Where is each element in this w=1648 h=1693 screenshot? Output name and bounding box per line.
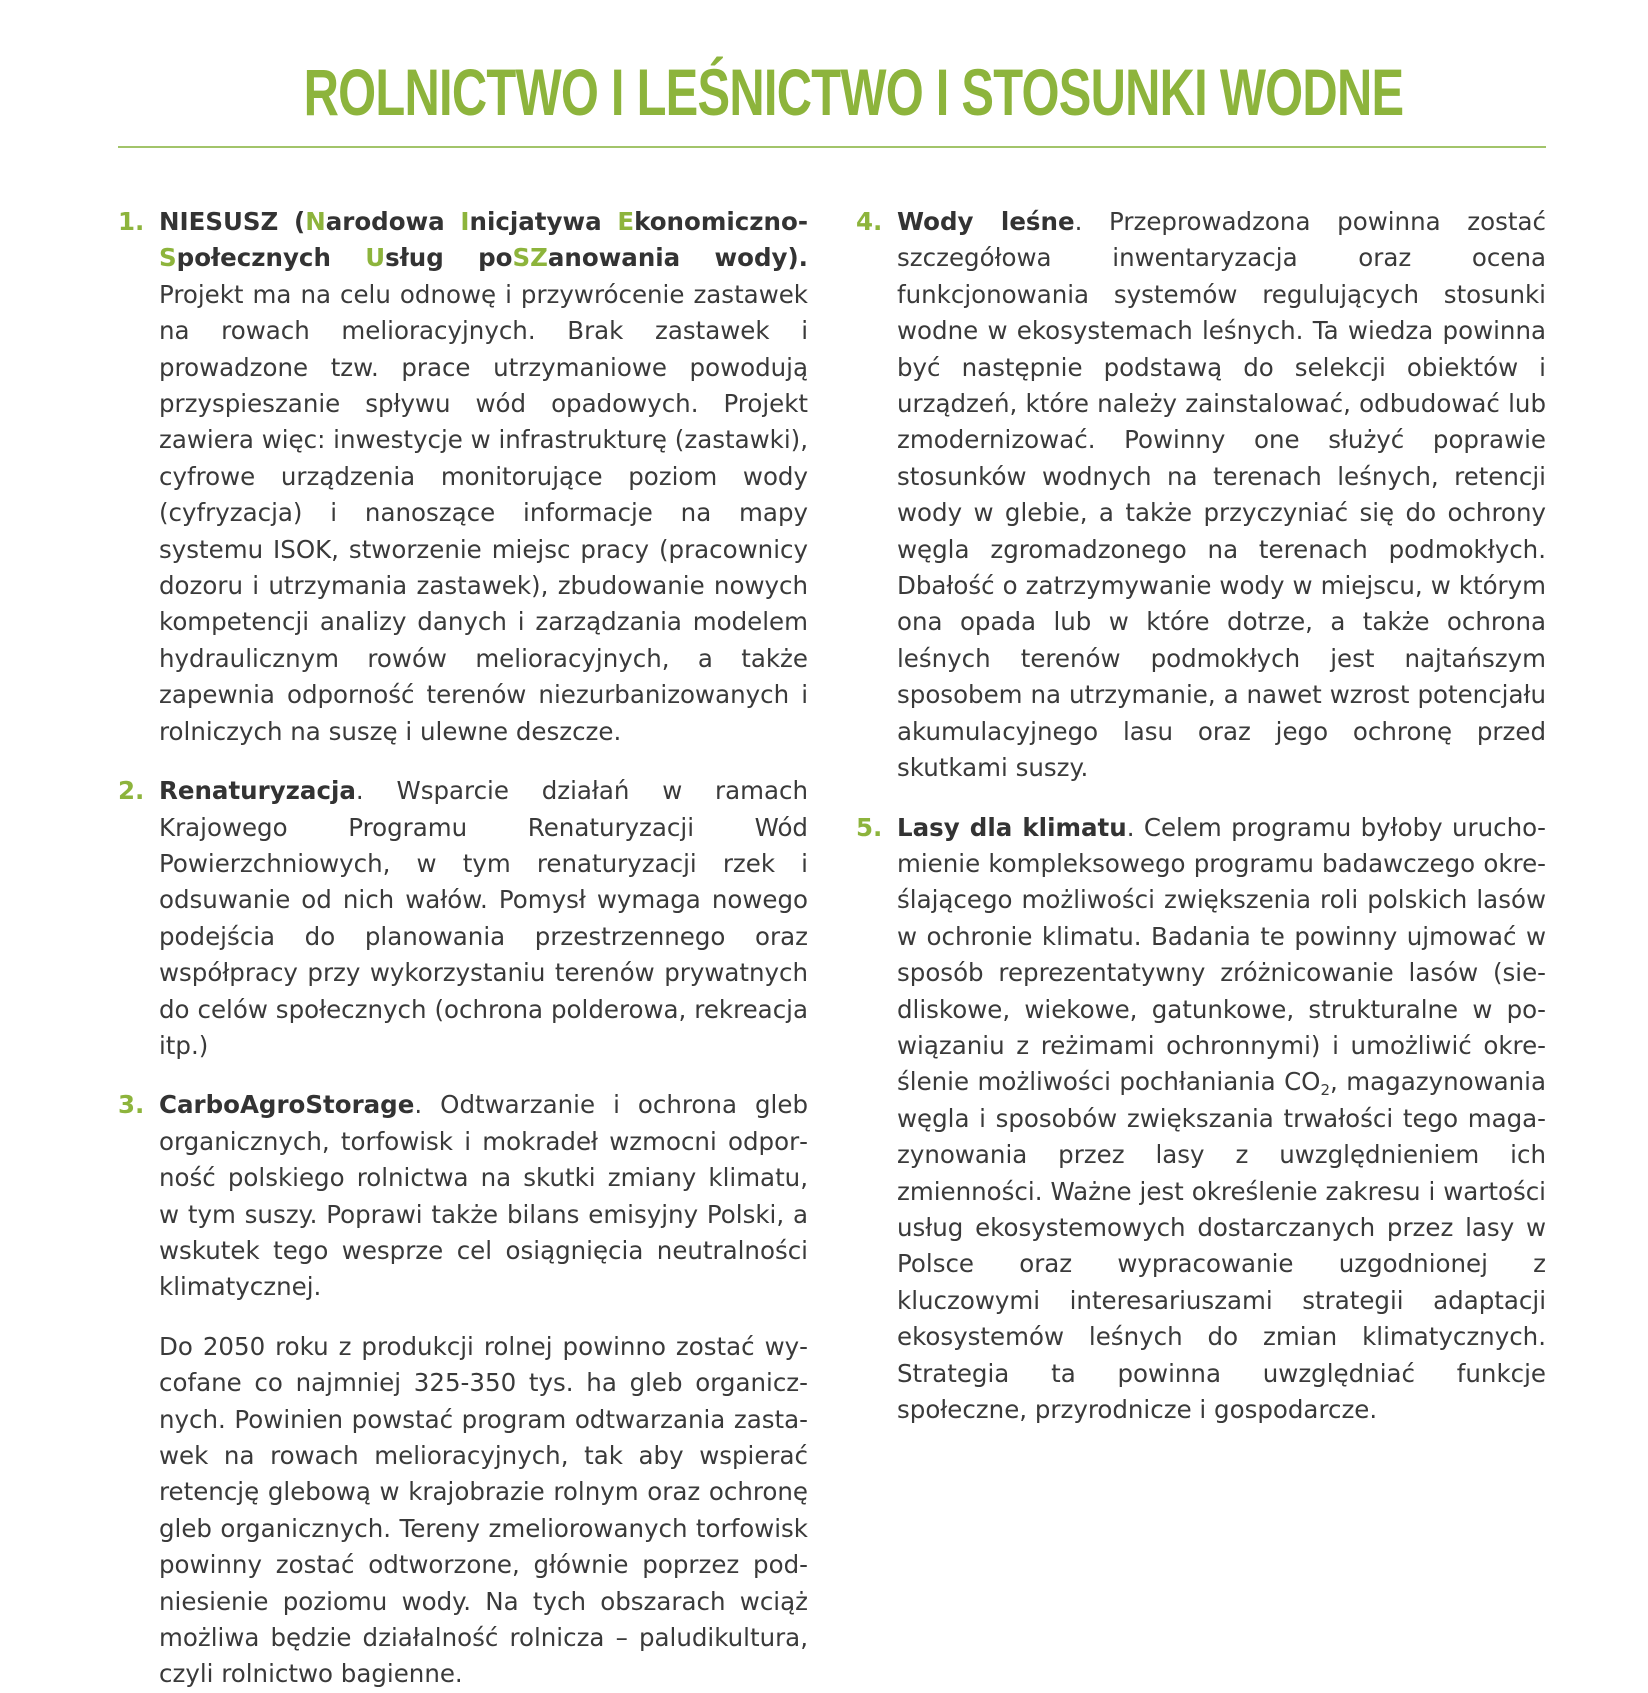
item-number: 4. <box>856 207 883 236</box>
item-text: . Przeprowadzona powinna zostać szczegółowa inwentaryzacja oraz ocena funkcjonowania systemów regulujących stosunki wodne w ekosystemach leśnych. Ta wiedza powinna być następnie podstawą do selekcji obiektów i urządzeń, które należy zainstalować, odbudować lub zmodernizować. Powinny one służyć poprawie stosunków wodnych na terenach leśnych, retencji wody w glebie, a także przyczyniać się do ochrony węgla zgromadzonego na terenach podmokłych. Dbałość o zatrzymywanie wody w miejscu, w którym ona opada lub w które dotrze, a także ochrona leśnych terenów podmokłych jest najtańszym sposobem na utrzymanie, a nawet wzrost potencjału akumulacyjnego lasu oraz jego ochronę przed skutkami suszy. <box>897 207 1546 783</box>
paragraph: Do 2050 roku z produkcji rolnej powinno zostać wycofane co najmniej 325-350 tys. ha gleb organicznych. Powinien powstać program odtwarzania zastawek na rowach melioracyjnych, tak aby wspierać retencję glebową w krajobrazie rolnym oraz ochronę gleb organicznych. Tereny zmeliorowanych torfowisk powinny zostać odtworzone, głównie poprzez podniesienie poziomu wody. Na tych obszarach wciąż możliwa będzie działalność rolnicza – paludikultura, czyli rolnictwo bagienne. <box>159 1331 808 1689</box>
item-text: . Odtwarzanie i ochrona gleb organicznych, torfowisk i mokradeł wzmocni odporność polskiego rolnictwa na skutki zmiany klimatu, w tym suszy. Poprawi także bilans emisyjny Polski, a wskutek tego wesprze cel osiągnięcia neutralności klimatycznej. <box>159 1090 808 1302</box>
subscript: 2 <box>1320 1081 1331 1100</box>
item-text: . Wsparcie działań w ramach Krajowego Programu Renaturyzacji Wód Powierzchniowych, w tym renaturyzacji rzek i odsuwanie od nich wałów. Pomysł wymaga nowego podejścia do planowania przestrzennego oraz współpracy przy wykorzystaniu terenów prywatnych do celów społecznych (ochrona polderowa, rekreacja itp.) <box>159 776 808 1060</box>
item-heading: Renaturyzacja <box>159 776 356 806</box>
list-item-4 <box>856 204 1546 787</box>
list-item-2 <box>118 773 808 1064</box>
item-number: 1. <box>118 207 145 236</box>
item-heading: Lasy dla klimatu <box>897 812 1127 842</box>
list-item-3 <box>118 1087 808 1305</box>
list-item-5 <box>856 810 1546 1429</box>
item-heading: NIESUSZ (Narodowa Inicjatywa Ekonomiczno-Społecznych Usług poSZanowania wody). <box>159 207 808 273</box>
item-number: 2. <box>118 776 145 806</box>
item-text: . Celem programu byłoby uruchomienie kompleksowego programu badawczego określającego możliwości zwiększenia roli polskich lasów w ochronie klimatu. Badania te powinny ujmować w sposób reprezentatywny zróżnicowanie lasów (siedliskowe, wiekowe, gatunkowe, strukturalne w powiązaniu z reżimami ochronnymi) i umożliwić określenie możliwości pochłaniania CO <box>897 812 1546 1097</box>
item-number: 3. <box>118 1090 145 1120</box>
right-column <box>856 204 1546 1451</box>
item-text: Projekt ma na celu odnowę i przywrócenie zastawek na rowach melioracyjnych. Brak zastawek i prowadzone tzw. prace utrzymaniowe powodują przyspieszanie spływu wód opadowych. Projekt zawiera więc: inwestycje w infrastrukturę (zastawki), cyfrowe urządzenia monitorujące poziom wody (cyfryzacja) i nanoszące informacje na mapy systemu ISOK, stworzenie miejsc pracy (pracownicy dozoru i utrzymania zastawek), zbudowanie nowych kompetencji analizy danych i zarządzania modelem hydraulicznym rowów melioracyjnych, a także zapewnia odporność terenów niezurbanizowanych i rolniczych na suszę i ulewne deszcze. <box>159 279 808 746</box>
item-text: , magazynowania węgla i sposobów zwiększania trwałości tego magazynowania przez lasy z uwzględnieniem ich zmienności. Ważne jest określenie zakresu i wartości usług ekosystemowych dostarczanych przez lasy w Polsce oraz wypracowanie uzgodnionej z kluczowymi interesariuszami strategii adaptacji ekosystemów leśnych do zmian klimatycznych. Strategia ta powinna uwzględniać funkcje społeczne, przyrodnicze i gospodarcze. <box>897 1067 1546 1424</box>
title-divider <box>118 146 1546 148</box>
page-title: ROLNICTWO I LEŚNICTWO I STOSUNKI WODNE <box>303 55 1404 129</box>
item-heading: Wody leśne <box>897 207 1075 236</box>
item-number: 5. <box>856 812 883 842</box>
left-column <box>118 204 808 1693</box>
list-item-1 <box>118 204 808 750</box>
item-heading: CarboAgroStorage <box>159 1090 415 1120</box>
